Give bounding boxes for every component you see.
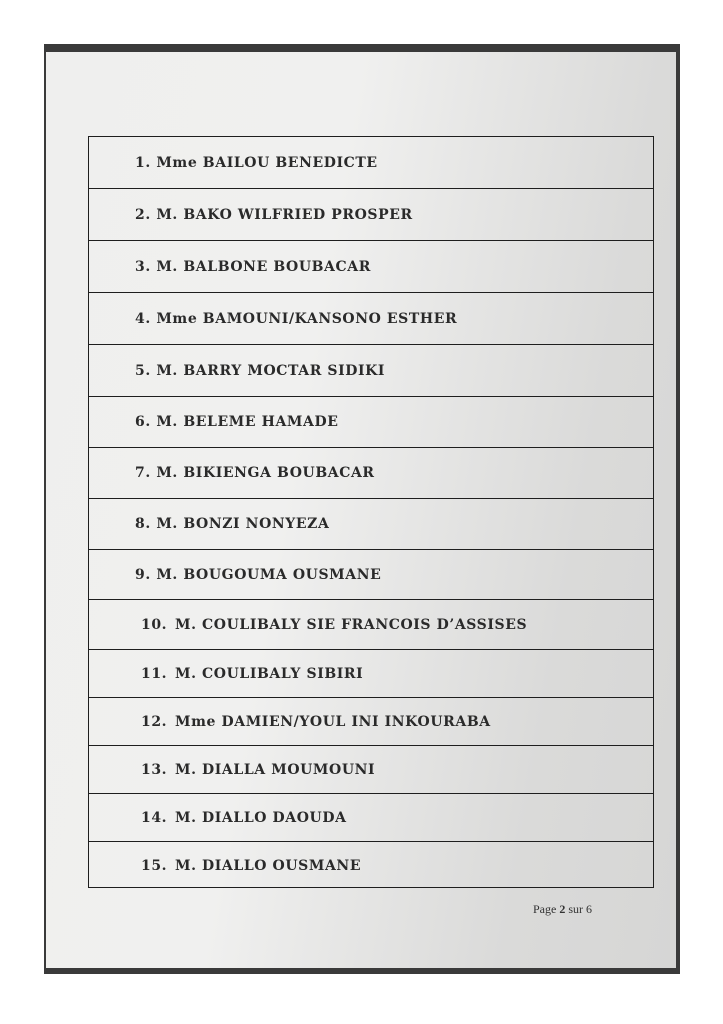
table-row [89,650,653,698]
table-row [89,698,653,746]
entry-number: 14. [141,809,168,826]
entry-number: 13. [141,761,168,778]
entry-number: 9. [135,566,151,583]
entry-number: 15. [141,857,168,874]
entry-label [135,516,329,532]
table-row [89,746,653,794]
entry-name: Mme BAILOU BENEDICTE [156,154,378,171]
entry-label [141,617,527,633]
entry-label [135,567,381,583]
entry-label [141,762,375,778]
entry-number: 11. [141,665,168,682]
entry-number: 10. [141,616,168,633]
entry-name: M. BALBONE BOUBACAR [156,258,371,275]
entry-number: 6. [135,414,151,430]
entry-name: M. BOUGOUMA OUSMANE [156,566,382,583]
table-row [89,842,653,889]
entry-name: Mme DAMIEN/YOUL INI INKOURABA [175,713,491,730]
table-row [89,794,653,842]
entry-label [135,207,413,223]
document-page [46,52,676,968]
entry-label [135,311,457,327]
entry-name: Mme BAMOUNI/KANSONO ESTHER [156,310,458,327]
table-row [89,137,653,189]
names-table [88,136,654,888]
entry-name: M. BAKO WILFRIED PROSPER [156,206,413,223]
entry-name: M. COULIBALY SIBIRI [175,665,364,682]
table-row [89,293,653,345]
entry-name: M. BELEME HAMADE [156,414,339,430]
table-row [89,448,653,499]
entry-name: M. BONZI NONYEZA [156,516,330,532]
table-row [89,397,653,448]
entry-name: M. DIALLO OUSMANE [175,857,362,874]
entry-number: 1. [135,154,151,171]
entry-number: 7. [135,465,151,481]
entry-name: M. DIALLA MOUMOUNI [175,761,376,778]
entry-label [135,155,378,171]
page-number [533,902,592,917]
table-row [89,499,653,550]
entry-label [135,414,338,430]
entry-name: M. BARRY MOCTAR SIDIKI [156,362,386,379]
entry-number: 2. [135,206,151,223]
entry-label [141,810,347,826]
entry-name: M. COULIBALY SIE FRANCOIS D’ASSISES [175,616,528,633]
page-separator: sur [568,902,583,916]
page-total: 6 [586,902,592,916]
entry-label [135,363,385,379]
page-prefix: Page [533,902,557,916]
entry-label [141,858,361,874]
table-row [89,345,653,397]
entry-number: 3. [135,258,151,275]
table-row [89,550,653,600]
entry-number: 4. [135,310,151,327]
entry-label [141,666,363,682]
entry-number: 12. [141,713,168,730]
entry-label [141,714,491,730]
table-row [89,189,653,241]
entry-number: 8. [135,516,151,532]
entry-name: M. BIKIENGA BOUBACAR [156,465,375,481]
table-row [89,600,653,650]
table-row [89,241,653,293]
entry-label [135,259,371,275]
entry-name: M. DIALLO DAOUDA [175,809,347,826]
entry-label [135,465,375,481]
page-current: 2 [559,902,566,916]
entry-number: 5. [135,362,151,379]
